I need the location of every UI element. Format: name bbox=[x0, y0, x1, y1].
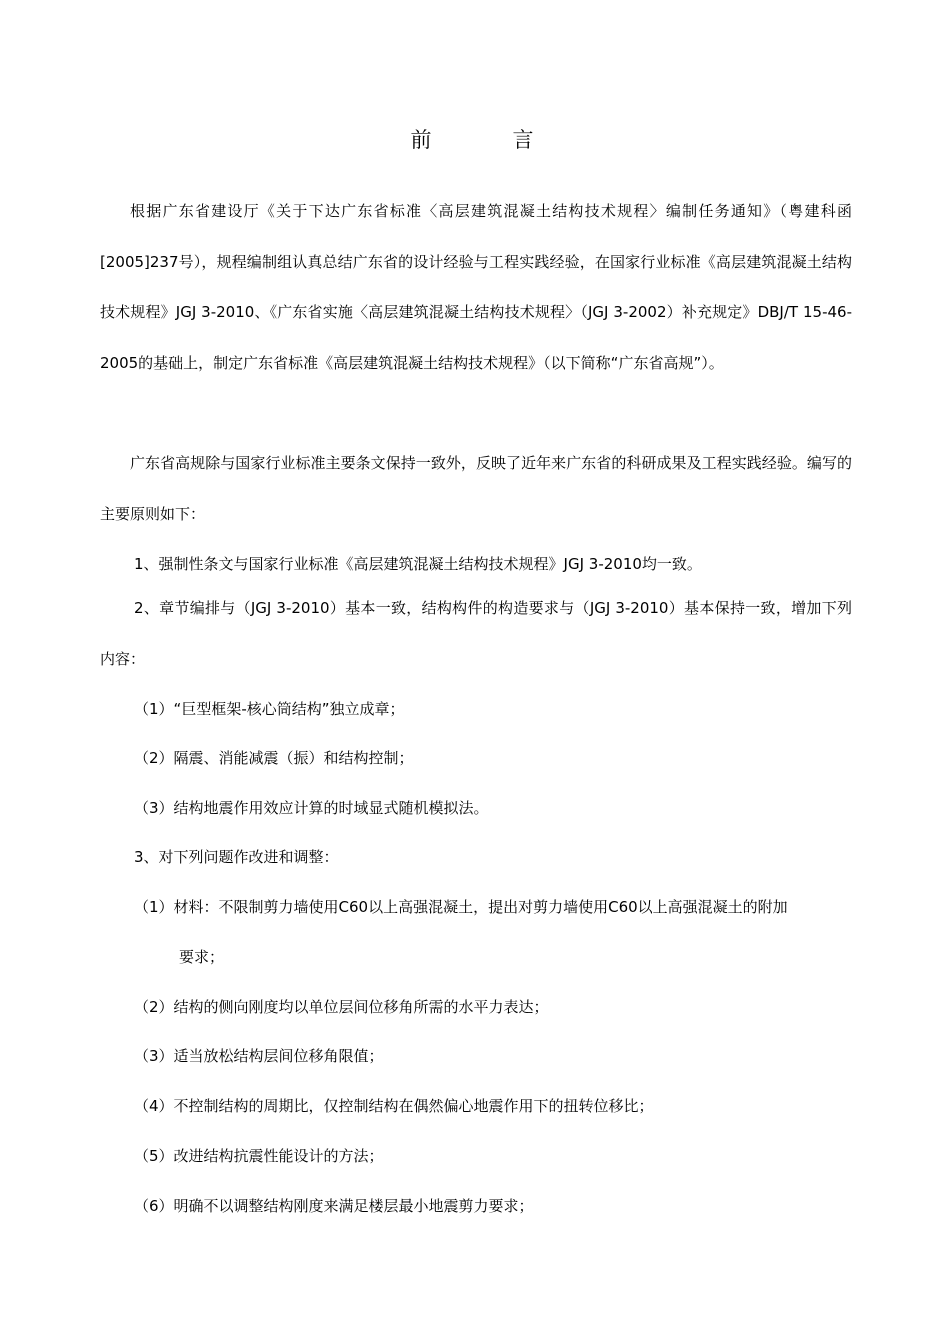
principles-paragraph: 广东省高规除与国家行业标准主要条文保持一致外，反映了近年来广东省的科研成果及工程实践经验。编写的主要原则如下： bbox=[100, 454, 852, 523]
adjustment-item-3: （3）适当放松结构层间位移角限值； bbox=[134, 1047, 384, 1065]
principle-1: 1、强制性条文与国家行业标准《高层建筑混凝土结构技术规程》JGJ 3-2010均一致。 bbox=[134, 555, 702, 573]
adjustment-item-5: （5）改进结构抗震性能设计的方法； bbox=[134, 1147, 384, 1165]
addition-item-2: （2）隔震、消能减震（振）和结构控制； bbox=[134, 749, 414, 767]
adjustment-item-1: （1）材料：不限制剪力墙使用C60以上高强混凝土，提出对剪力墙使用C60以上高强混凝土的附加 bbox=[134, 898, 788, 916]
adjustment-item-6: （6）明确不以调整结构刚度来满足楼层最小地震剪力要求； bbox=[134, 1197, 534, 1215]
adjustment-item-1-continuation: 要求； bbox=[179, 948, 225, 966]
addition-item-3: （3）结构地震作用效应计算的时域显式随机模拟法。 bbox=[134, 799, 489, 817]
adjustment-item-4: （4）不控制结构的周期比，仅控制结构在偶然偏心地震作用下的扭转位移比； bbox=[134, 1097, 654, 1115]
principle-2: 2、章节编排与（JGJ 3-2010）基本一致，结构构件的构造要求与（JGJ 3-2010）基本保持一致，增加下列内容： bbox=[100, 599, 852, 668]
page-title: 前 言 bbox=[410, 128, 564, 152]
intro-paragraph: 根据广东省建设厅《关于下达广东省标准〈高层建筑混凝土结构技术规程〉编制任务通知》（粤建科函[2005]237号），规程编制组认真总结广东省的设计经验与工程实践经验，在国家行业标准《高层建筑混凝土结构技术规程》JGJ 3-2010、《广东省实施〈高层建筑混凝土结构技术规程〉（JGJ 3-2002）补充规定》DBJ/T 15-46-2005的基础上，制定广东省标准《高层建筑混凝土结构技术规程》（以下简称“广东省高规”）。 bbox=[100, 202, 852, 372]
addition-item-1: （1）“巨型框架-核心筒结构”独立成章； bbox=[134, 700, 405, 718]
principle-3: 3、对下列问题作改进和调整： bbox=[134, 848, 339, 866]
adjustment-item-2: （2）结构的侧向刚度均以单位层间位移角所需的水平力表达； bbox=[134, 998, 549, 1016]
